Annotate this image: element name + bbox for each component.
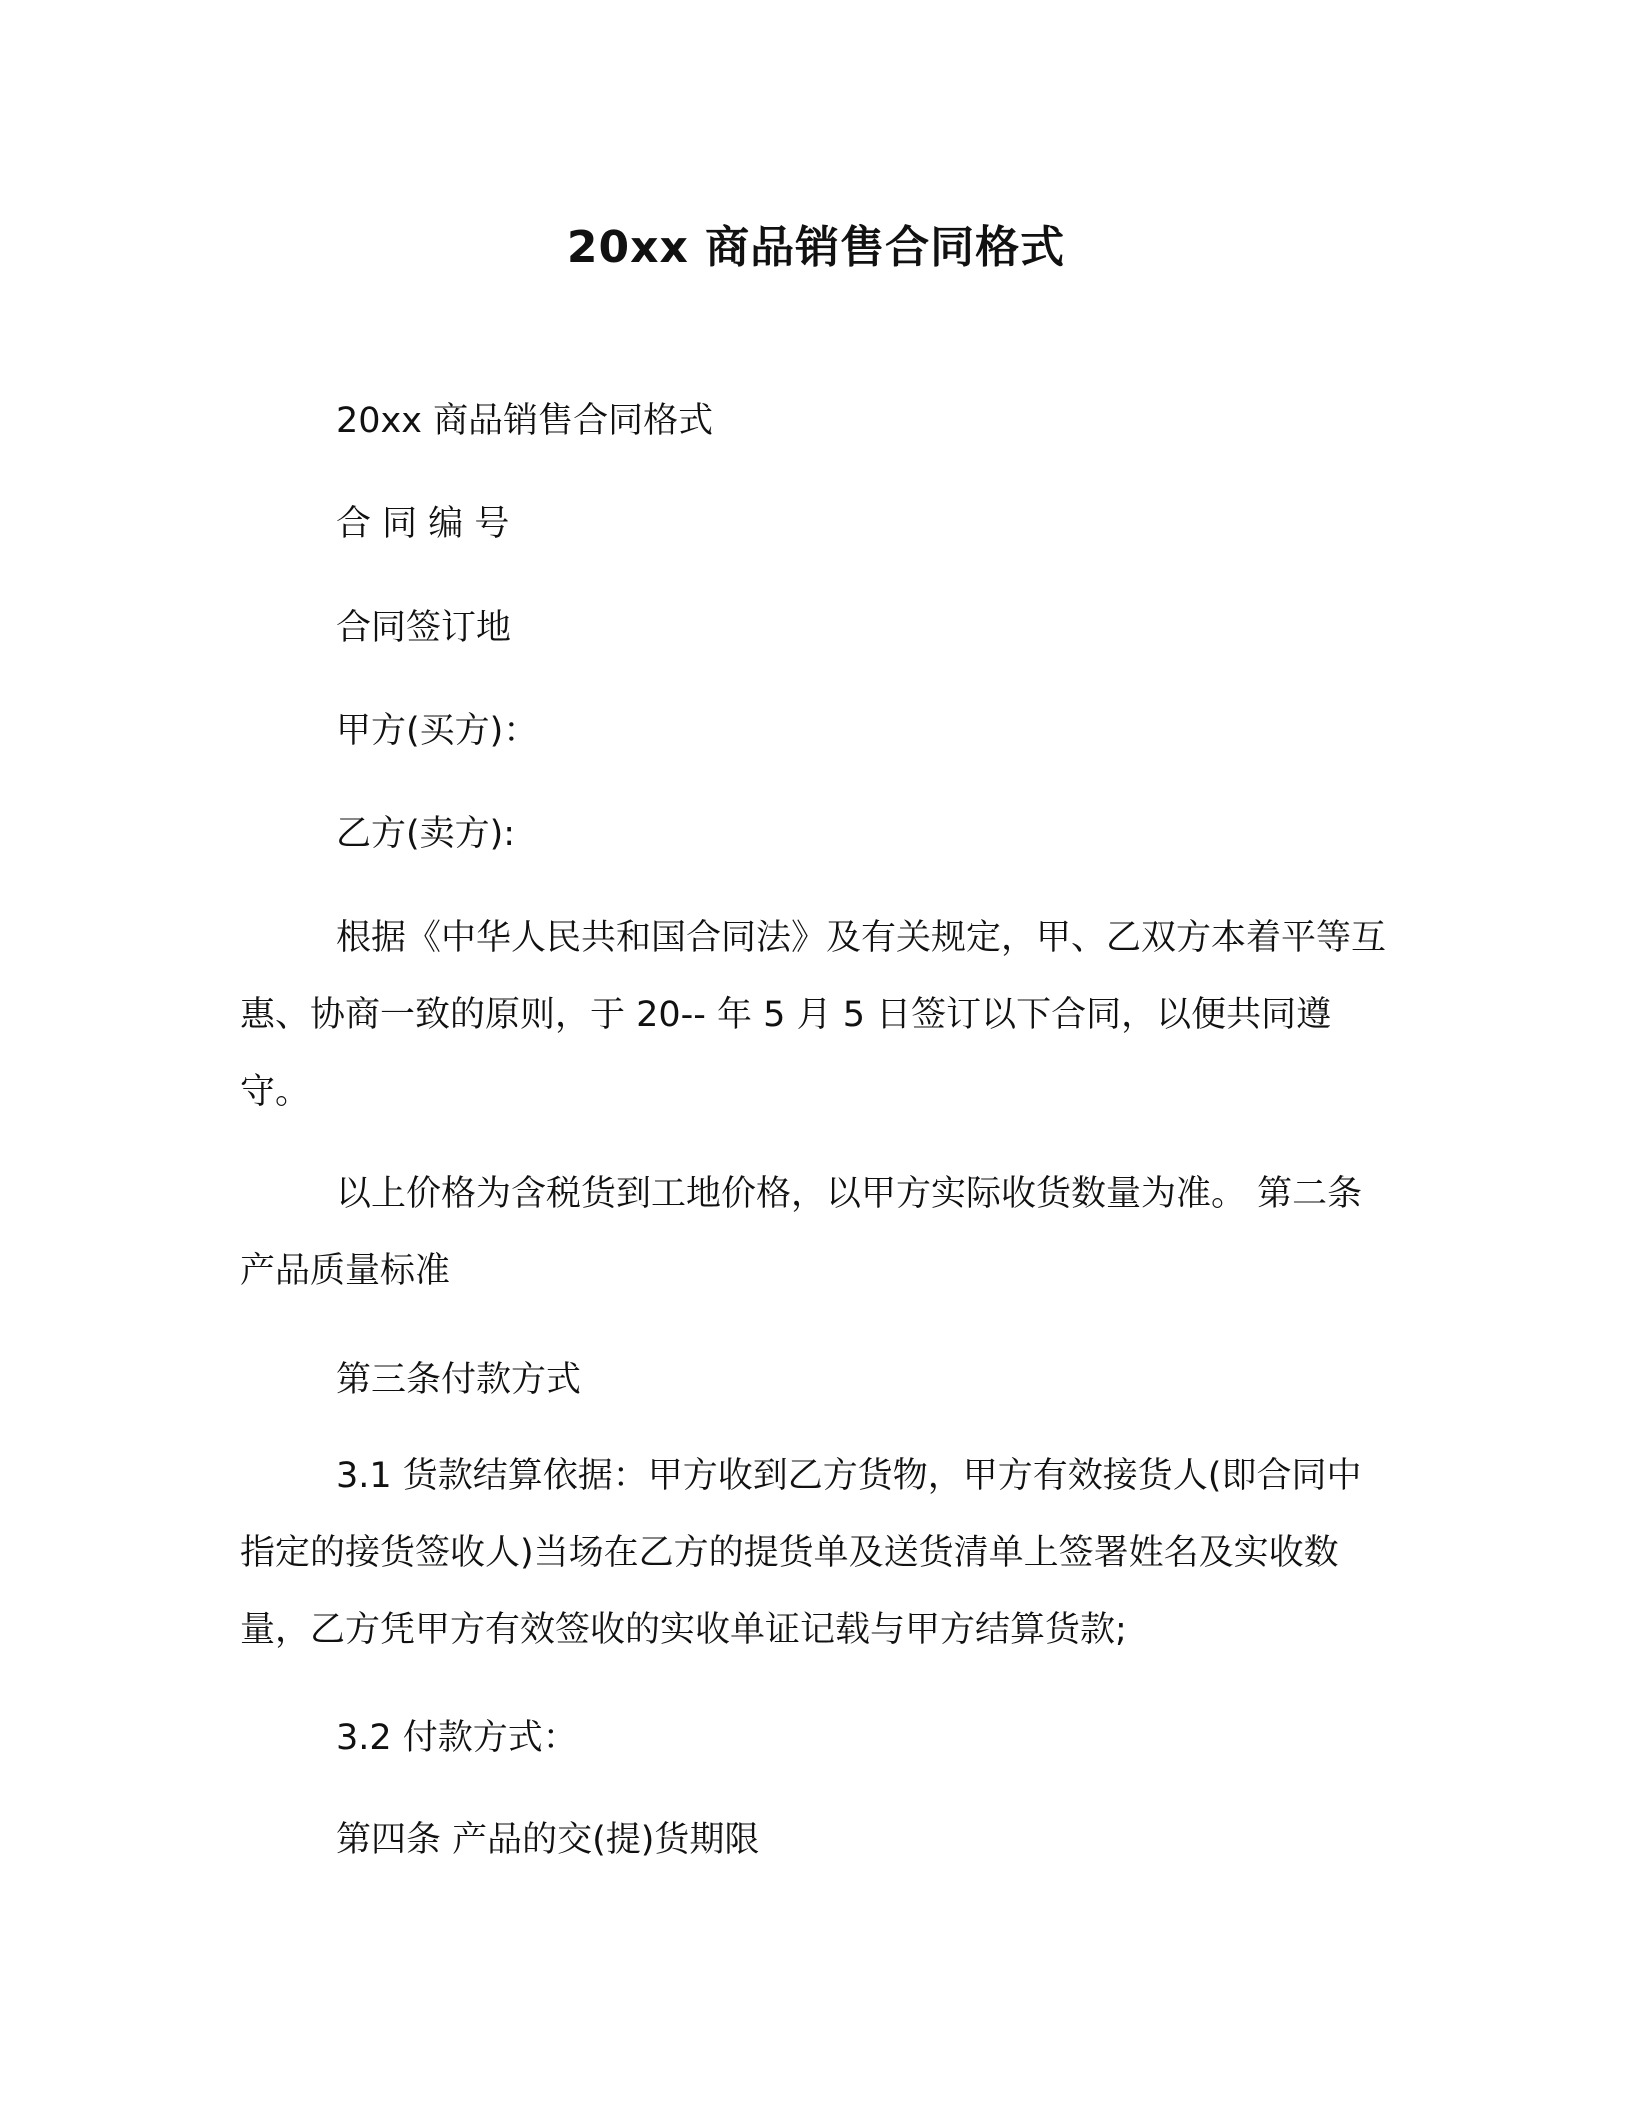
party-b-line: 乙方(卖方): bbox=[336, 814, 516, 854]
article-4-heading: 第四条 产品的交(提)货期限 bbox=[336, 1820, 760, 1860]
contract-number-line: 合 同 编 号 bbox=[336, 504, 510, 544]
clause-3-1-paragraph: 3.1 货款结算依据：甲方收到乙方货物，甲方有效接货人(即合同中指定的接货签收人)当场在乙方的提货单及送货清单上签署姓名及实收数量，乙方凭甲方有效签收的实收单证记载与甲方结算货款; bbox=[240, 1456, 1362, 1650]
clause-3-2-line: 3.2 付款方式： bbox=[336, 1718, 578, 1758]
document-title: 20xx 商品销售合同格式 bbox=[566, 222, 1066, 273]
price-note-paragraph: 以上价格为含税货到工地价格，以甲方实际收货数量为准。 第二条产品质量标准 bbox=[240, 1174, 1363, 1291]
article-3-heading: 第三条付款方式 bbox=[336, 1360, 582, 1400]
preamble-paragraph: 根据《中华人民共和国合同法》及有关规定，甲、乙双方本着平等互惠、协商一致的原则，于 20-- 年 5 月 5 日签订以下合同，以便共同遵守。 bbox=[240, 918, 1387, 1112]
subtitle-line: 20xx 商品销售合同格式 bbox=[336, 401, 714, 441]
signing-place-line: 合同签订地 bbox=[336, 608, 512, 648]
party-a-line: 甲方(买方)： bbox=[336, 711, 539, 751]
